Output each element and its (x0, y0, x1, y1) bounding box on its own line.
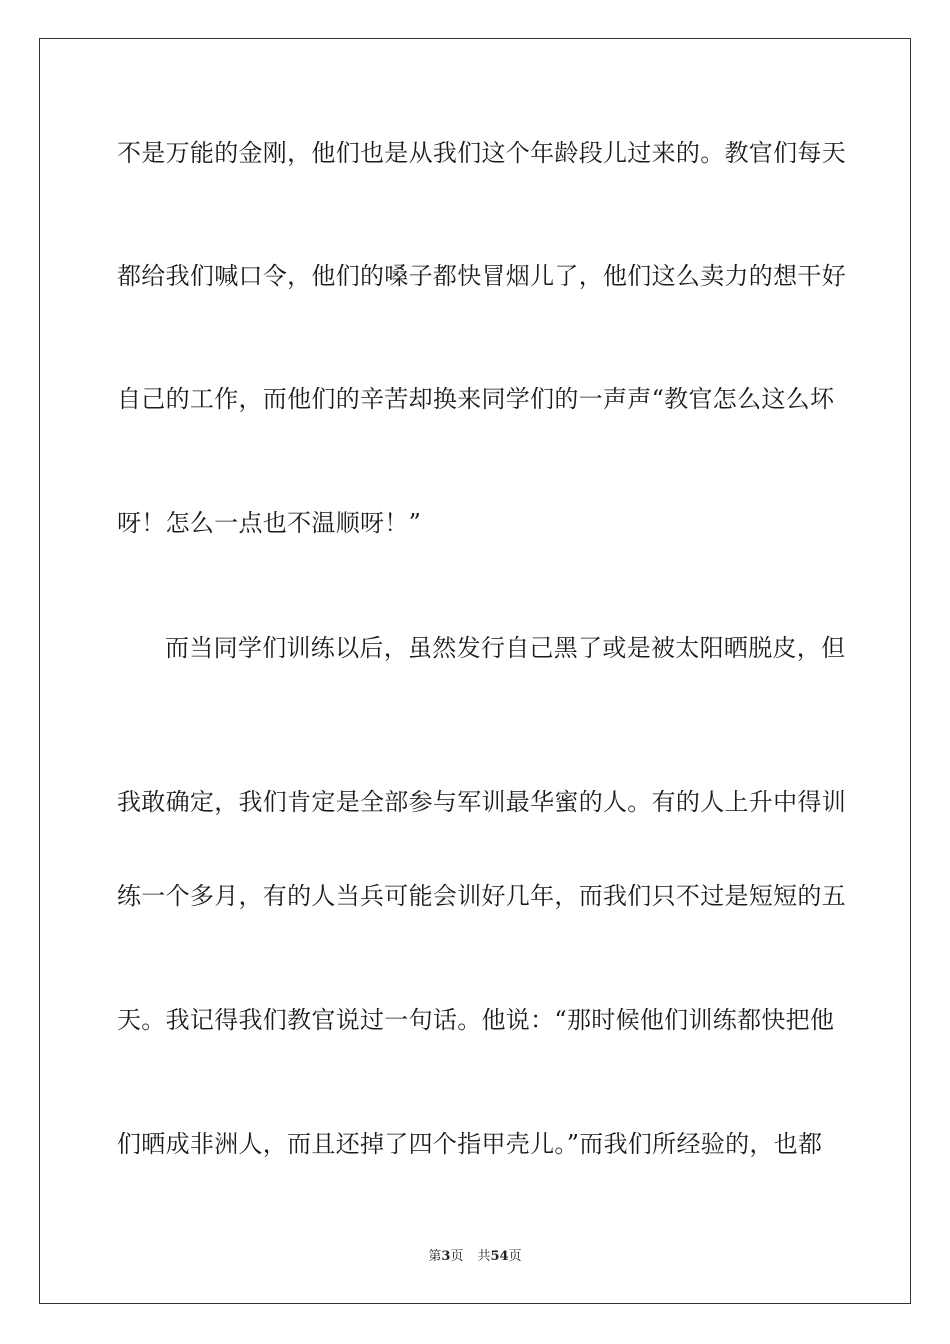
total-prefix: 共 (477, 1249, 491, 1264)
text-line: 都给我们喊口令，他们的嗓子都快冒烟儿了，他们这么卖力的想干好 (117, 262, 846, 290)
text-line: 们晒成非洲人，而且还掉了四个指甲壳儿。”而我们所经验的，也都 (117, 1130, 823, 1158)
paragraph-first-line: 而当同学们训练以后，虽然发行自己黑了或是被太阳晒脱皮，但 (165, 634, 846, 662)
text-line: 天。我记得我们教官说过一句话。他说：“那时候他们训练都快把他 (117, 1006, 835, 1034)
text-line: 自己的工作，而他们的辛苦却换来同学们的一声声“教官怎么这么坏 (117, 385, 835, 413)
text-line: 不是万能的金刚，他们也是从我们这个年龄段儿过来的。教官们每天 (117, 139, 846, 167)
total-suffix: 页 (508, 1249, 522, 1264)
text-line: 呀！怎么一点也不温顺呀！” (117, 509, 422, 537)
page-suffix: 页 (450, 1249, 464, 1264)
page-border (39, 38, 911, 1304)
text-line: 我敢确定，我们肯定是全部参与军训最华蜜的人。有的人上升中得训 (117, 788, 846, 816)
text-line: 练一个多月，有的人当兵可能会训好几年，而我们只不过是短短的五 (117, 882, 846, 910)
total-pages: 54 (490, 1249, 509, 1264)
page-prefix: 第 (428, 1249, 442, 1264)
page-footer (0, 1248, 950, 1266)
page-number: 3 (441, 1249, 451, 1264)
